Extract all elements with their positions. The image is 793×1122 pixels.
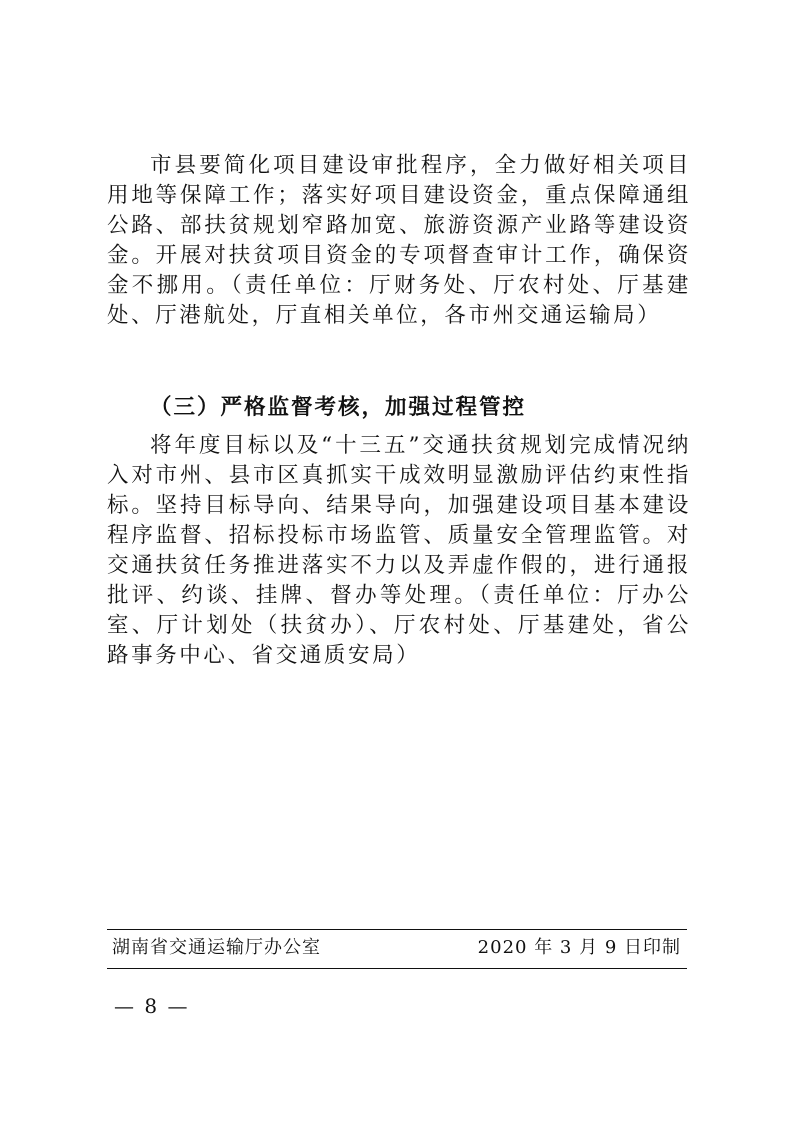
footer-print-date: 2020 年 3 月 9 日印制 (477, 937, 681, 958)
section-heading: （三）严格监督考核，加强过程管控 (150, 395, 527, 420)
body-paragraph-project-funding: 市县要简化项目建设审批程序，全力做好相关项目用地等保障工作；落实好项目建设资金，重点保障通组公路、部扶贫规划窄路加宽、旅游资源产业路等建设资金。开展对扶贫项目资金的专项督查审计工作，确保资金不挪用。（责任单位：厅财务处、厅农村处、厅基建处、厅港航处，厅直相关单位，各市州交通运输局） (107, 153, 691, 328)
page-number: — 8 — (114, 994, 190, 1018)
footer-top-rule (107, 929, 687, 930)
footer-bottom-rule (107, 968, 687, 969)
body-paragraph-supervision: 将年度目标以及“十三五”交通扶贫规划完成情况纳入对市州、县市区真抓实干成效明显激励评估约束性指标。坚持目标导向、结果导向，加强建设项目基本建设程序监督、招标投标市场监管、质量安全管理监管。对交通扶贫任务推进落实不力以及弄虚作假的，进行通报批评、约谈、挂牌、督办等处理。（责任单位：厅办公室、厅计划处（扶贫办）、厅农村处、厅基建处，省公路事务中心、省交通质安局） (107, 433, 691, 668)
footer-issuer: 湖南省交通运输厅办公室 (112, 937, 321, 958)
